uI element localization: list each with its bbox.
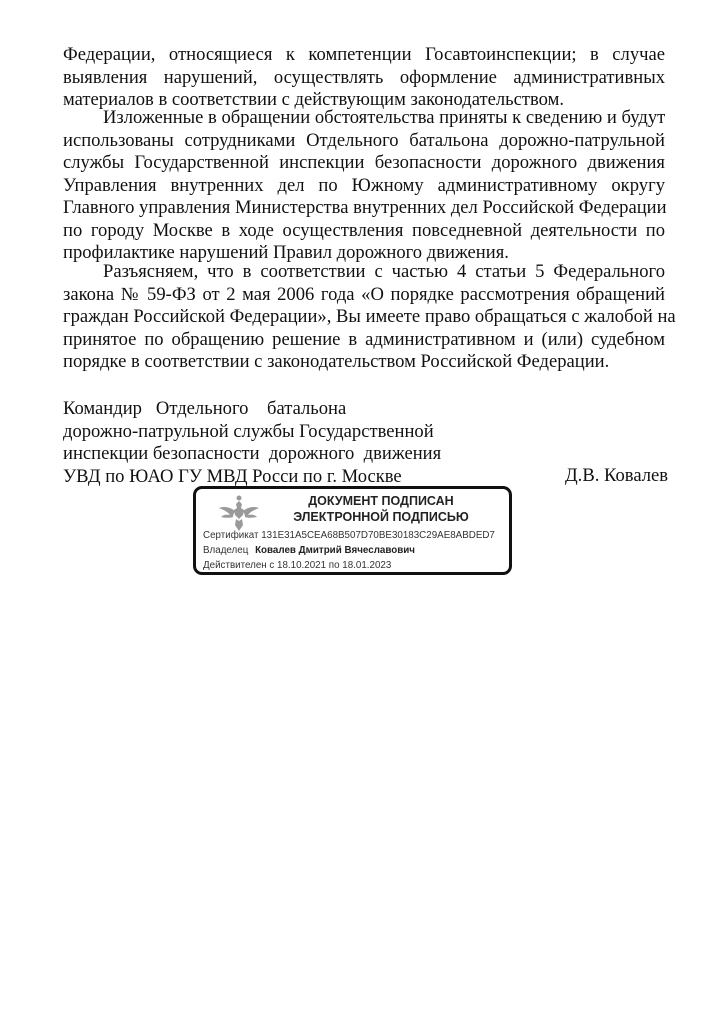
owner-label: Владелец [203, 545, 249, 556]
text-line: Главного управления Министерства внутренних дел Российской Федерации [63, 197, 667, 218]
text-line: использованы сотрудниками Отдельного батальона дорожно-патрульной [63, 129, 665, 151]
text-line: порядке в соответствии с законодательством Российской Федерации. [63, 351, 610, 372]
certificate-row [203, 530, 495, 542]
text-line: закона № 59-ФЗ от 2 мая 2006 года «О порядке рассмотрения обращений [63, 283, 665, 305]
paragraph-2 [63, 107, 665, 265]
stamp-title-line: ДОКУМЕНТ ПОДПИСАН [308, 494, 454, 508]
text-line: профилактике нарушений Правил дорожного движения. [63, 242, 509, 263]
text-line: граждан Российской Федерации», Вы имеете право обращаться с жалобой на [63, 306, 676, 327]
signature-position [63, 398, 443, 488]
text-line: Изложенные в обращении обстоятельства приняты к сведению и будут [103, 107, 666, 128]
stamp-title-line: ЭЛЕКТРОННОЙ ПОДПИСЬЮ [293, 509, 469, 524]
stamp-title [256, 494, 506, 525]
position-line: дорожно-патрульной службы Государственной [63, 420, 434, 442]
owner-value: Ковалев Дмитрий Вячеславович [255, 545, 415, 556]
position-line: УВД по ЮАО ГУ МВД Росси по г. Москве [63, 465, 402, 487]
validity-row: Действителен с 18.10.2021 по 18.01.2023 [203, 560, 392, 571]
text-line: по городу Москве в ходе осуществления повседневной деятельности по [63, 219, 665, 241]
position-line: инспекции безопасности дорожного движения [63, 443, 442, 464]
position-line: Командир Отдельного батальона [63, 398, 347, 419]
certificate-label: Сертификат [203, 530, 259, 541]
e-signature-stamp [193, 486, 512, 575]
paragraph-3 [63, 261, 676, 374]
signer-name: Д.В. Ковалев [565, 465, 669, 486]
text-line: службы Государственной инспекции безопасности дорожного движения [63, 152, 665, 173]
text-line: Федерации, относящиеся к компетенции Госавтоинспекции; в случае [63, 44, 665, 65]
paragraph-1 [63, 44, 665, 112]
owner-row [203, 545, 415, 557]
text-line: Управления внутренних дел по Южному административному округу [63, 174, 665, 196]
text-line: Разъясняем, что в соответствии с частью 4 статьи 5 Федерального [103, 261, 665, 282]
text-line: выявления нарушений, осуществлять оформление административных [63, 66, 665, 88]
mvd-eagle-emblem-icon [218, 493, 260, 535]
text-line: материалов в соответствии с действующим законодательством. [63, 89, 565, 110]
certificate-value: 131E31A5CEA68B507D70BE30183C29AE8ABDED7 [261, 530, 495, 541]
text-line: принятое по обращению решение в административном и (или) судебном [63, 328, 665, 350]
